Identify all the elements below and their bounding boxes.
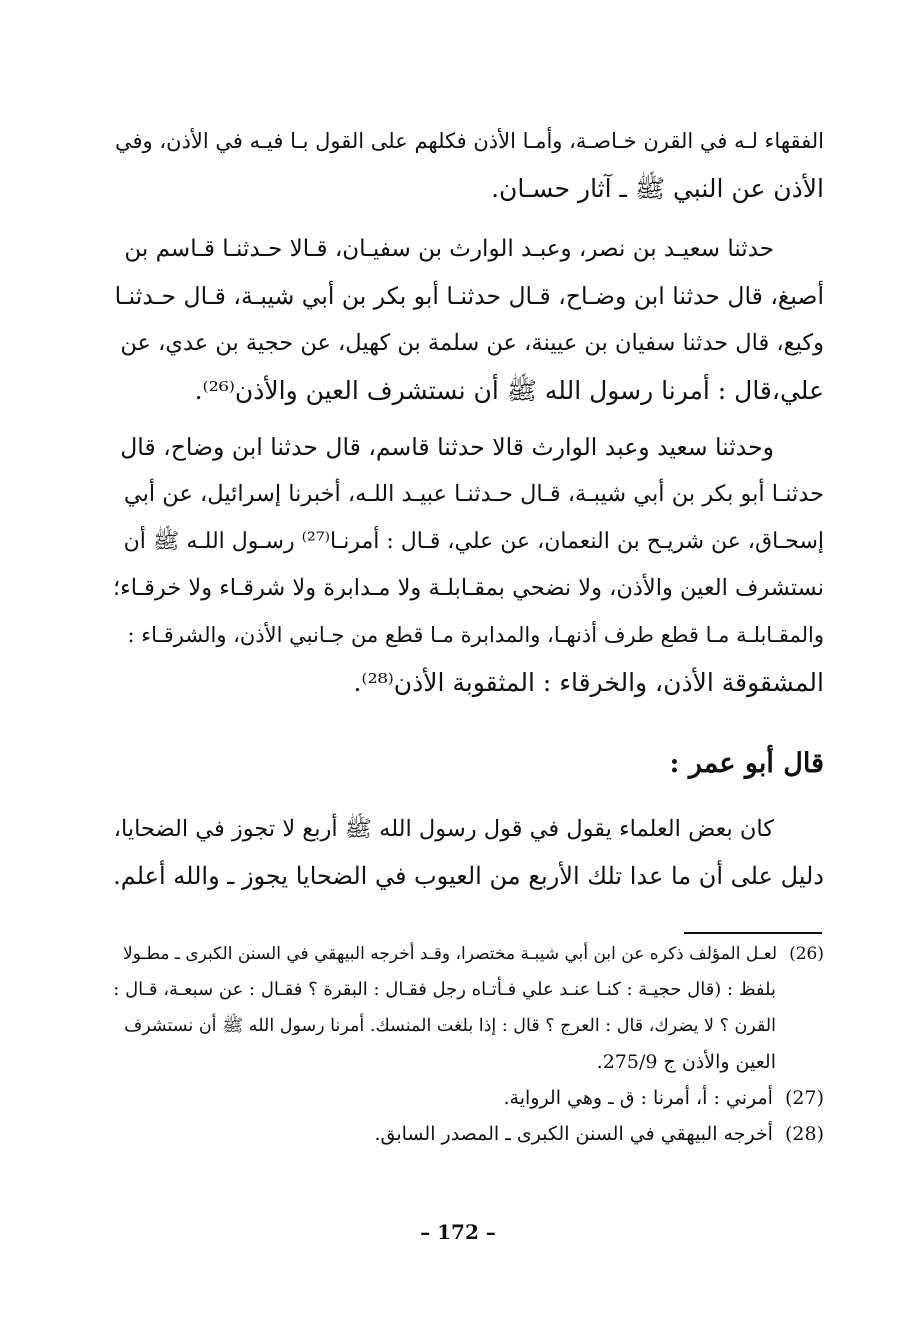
footnote-line: العين والأذن ج 275/9. [596, 1051, 776, 1073]
text-line: حدثنا سعيـد بن نصر، وعبـد الوارث بن سفيـان، قـالا حـدثنـا قـاسم بن [124, 236, 774, 262]
footnote-text: لعـل المؤلف ذكره عن ابن أبي شيبـة مختصرا، وقـد أخرجه البيهقي في السنن الكبرى ـ مطـولا [123, 944, 778, 964]
footnote-number: (26) [789, 944, 824, 964]
text-line: المشقوقة الأذن، والخرقاء : المثقوبة الأذن⁽²⁸⁾. [353, 668, 824, 697]
footnote-number: (27) [784, 1087, 824, 1109]
footnote-26 [112, 936, 824, 1080]
footnote-text: أمرني : أ، أمرنا : ق ـ وهي الرواية. [503, 1087, 773, 1109]
text-line: كان بعض العلماء يقول في قول رسول الله ﷺ أربع لا تجوز في الضحايا، [113, 816, 774, 842]
text-line: نستشرف العين والأذن، ولا نضحي بمقـابلـة ولا مـدابرة ولا شرقـاء ولا خرقـاء؛ [112, 575, 824, 601]
footnote-line [112, 1080, 824, 1116]
footnote-line: القرن ؟ لا يضرك، قال : العرج ؟ قال : إذا بلغت المنسك. أمرنا رسول الله ﷺ أن نستشرف [124, 1016, 776, 1036]
paragraph-3 [112, 424, 824, 706]
paragraph-1 [112, 118, 824, 212]
text-line: أصبغ، قال حدثنا ابن وضـاح، قـال حدثنـا أبو بكر بن أبي شيبـة، قـال حـدثنـا [114, 282, 824, 310]
footnote-line: بلفظ : (قال حجيـة : كنـا عنـد علي فـأتـاه رجل فقـال : البقرة ؟ فقـال : عن سبعـة، قـال : [113, 979, 776, 1000]
text-line: علي،قال : أمرنا رسول الله ﷺ أن نستشرف العين والأذن⁽²⁶⁾. [194, 376, 824, 405]
text-line: وكيع، قال حدثنا سفيان بن عيينة، عن سلمة بن كهيل، عن حجية بن عدي، عن [120, 330, 824, 356]
section-heading: قال أبو عمر : [669, 748, 824, 779]
text-line: دليل على أن ما عدا تلك الأربع من العيوب في الضحايا يجوز ـ والله أعلم. [113, 862, 824, 890]
footnote-line [112, 1116, 824, 1152]
page-number: – 172 – [420, 1220, 496, 1244]
text-line: الأذن عن النبي ﷺ ـ آثار حسـان. [491, 174, 824, 203]
text-line: حدثنـا أبو بكر بن أبي شيبـة، قـال حـدثنـا عبيـد اللـه، أخبرنا إسرائيل، عن أبي [123, 481, 824, 507]
paragraph-4 [112, 806, 824, 900]
footnote-separator [684, 932, 822, 934]
text-line: والمقـابلـة مـا قطع طرف أذنهـا، والمدابرة مـا قطع من جـانبي الأذن، والشرقـاء : [127, 623, 824, 647]
text-line: إسحـاق، عن شريـح بن النعمان، عن علي، قـال : أمرنـا⁽²⁷⁾ رسـول اللـه ﷺ أن [123, 529, 824, 554]
footnote-28 [112, 1116, 824, 1152]
paragraph-2 [112, 226, 824, 414]
footnote-text: أخرجه البيهقي في السنن الكبرى ـ المصدر السابق. [374, 1123, 773, 1145]
footnote-27 [112, 1080, 824, 1116]
footnote-number: (28) [784, 1123, 824, 1145]
text-line: الفقهاء لـه في القرن خـاصـة، وأمـا الأذن فكلهم على القول بـا فيـه في الأذن، وفي [115, 129, 824, 153]
footnote-line [112, 936, 824, 972]
footnotes [112, 936, 824, 1152]
text-line: وحدثنا سعيد وعبد الوارث قالا حدثنا قاسم، قال حدثنا ابن وضاح، قال [120, 433, 774, 461]
